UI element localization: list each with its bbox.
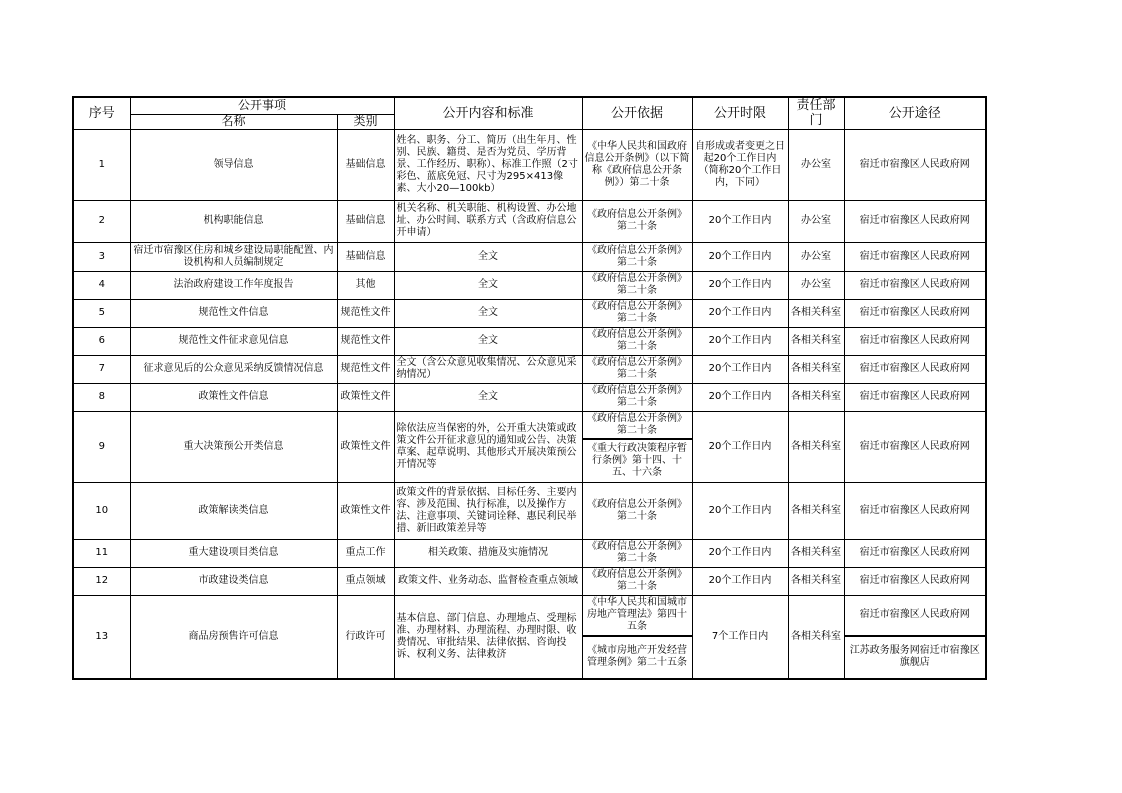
row-name: 市政建设类信息 bbox=[130, 567, 337, 595]
row-content: 基本信息、部门信息、办理地点、受理标准、办理材料、办理流程、办理时限、收费情况、审批结果、法律依据、咨询投诉、权利义务、法律救济 bbox=[394, 595, 582, 679]
row-number: 8 bbox=[73, 383, 130, 411]
row-name: 政策解读类信息 bbox=[130, 482, 337, 539]
row-number: 7 bbox=[73, 355, 130, 383]
row-channel: 宿迁市宿豫区人民政府网 bbox=[844, 271, 986, 299]
table-row bbox=[73, 271, 986, 299]
row-name: 规范性文件征求意见信息 bbox=[130, 327, 337, 355]
row-name: 宿迁市宿豫区住房和城乡建设局职能配置、内设机构和人员编制规定 bbox=[130, 242, 337, 271]
row-basis: 《政府信息公开条例》第二十条 bbox=[582, 327, 692, 355]
row-channel: 宿迁市宿豫区人民政府网 bbox=[844, 242, 986, 271]
row-department: 各相关科室 bbox=[788, 595, 844, 679]
row-channel: 宿迁市宿豫区人民政府网 bbox=[844, 327, 986, 355]
row-time-limit: 20个工作日内 bbox=[692, 482, 788, 539]
row-department: 各相关科室 bbox=[788, 327, 844, 355]
row-time-limit: 20个工作日内 bbox=[692, 539, 788, 567]
row-time-limit: 20个工作日内 bbox=[692, 411, 788, 482]
row-category: 规范性文件 bbox=[337, 355, 394, 383]
row-category: 其他 bbox=[337, 271, 394, 299]
header-seq: 序号 bbox=[73, 97, 130, 129]
row-time-limit: 20个工作日内 bbox=[692, 299, 788, 327]
row-basis bbox=[582, 411, 692, 482]
row-channel-primary: 宿迁市宿豫区人民政府网 bbox=[845, 596, 986, 637]
row-time-limit: 20个工作日内 bbox=[692, 242, 788, 271]
row-content: 全文 bbox=[394, 383, 582, 411]
row-category: 政策性文件 bbox=[337, 482, 394, 539]
row-name: 政策性文件信息 bbox=[130, 383, 337, 411]
table-row bbox=[73, 482, 986, 539]
row-basis: 《中华人民共和国政府信息公开条例》（以下简称《政府信息公开条例》）第二十条 bbox=[582, 129, 692, 200]
table-row bbox=[73, 200, 986, 242]
row-department: 各相关科室 bbox=[788, 383, 844, 411]
row-basis bbox=[582, 595, 692, 679]
row-basis: 《政府信息公开条例》第二十条 bbox=[582, 539, 692, 567]
row-basis: 《政府信息公开条例》第二十条 bbox=[582, 271, 692, 299]
row-basis: 《政府信息公开条例》第二十条 bbox=[582, 567, 692, 595]
row-basis-primary: 《政府信息公开条例》第二十条 bbox=[583, 412, 692, 440]
row-time-limit: 20个工作日内 bbox=[692, 383, 788, 411]
row-number: 12 bbox=[73, 567, 130, 595]
row-content: 政策文件、业务动态、监督检查重点领域 bbox=[394, 567, 582, 595]
row-channel: 宿迁市宿豫区人民政府网 bbox=[844, 200, 986, 242]
row-department: 各相关科室 bbox=[788, 355, 844, 383]
row-number: 10 bbox=[73, 482, 130, 539]
row-number: 11 bbox=[73, 539, 130, 567]
row-channel-secondary: 江苏政务服务网宿迁市宿豫区旗舰店 bbox=[849, 645, 980, 668]
row-name: 领导信息 bbox=[130, 129, 337, 200]
row-channel: 宿迁市宿豫区人民政府网 bbox=[844, 539, 986, 567]
row-channel: 宿迁市宿豫区人民政府网 bbox=[844, 411, 986, 482]
row-basis: 《政府信息公开条例》第二十条 bbox=[582, 299, 692, 327]
table-row bbox=[73, 567, 986, 595]
row-department: 各相关科室 bbox=[788, 299, 844, 327]
row-name: 重大决策预公开类信息 bbox=[130, 411, 337, 482]
row-basis: 《政府信息公开条例》第二十条 bbox=[582, 355, 692, 383]
header-basis: 公开依据 bbox=[582, 97, 692, 129]
table-row bbox=[73, 242, 986, 271]
row-basis-secondary: 《城市房地产开发经营管理条例》第二十五条 bbox=[587, 645, 688, 668]
row-name: 征求意见后的公众意见采纳反馈情况信息 bbox=[130, 355, 337, 383]
row-time-limit: 20个工作日内 bbox=[692, 200, 788, 242]
table-row bbox=[73, 595, 986, 679]
row-name: 法治政府建设工作年度报告 bbox=[130, 271, 337, 299]
row-department: 办公室 bbox=[788, 271, 844, 299]
row-category: 规范性文件 bbox=[337, 299, 394, 327]
row-channel: 宿迁市宿豫区人民政府网 bbox=[844, 567, 986, 595]
row-department: 办公室 bbox=[788, 200, 844, 242]
row-name: 重大建设项目类信息 bbox=[130, 539, 337, 567]
header-category: 类别 bbox=[337, 114, 394, 129]
row-number: 9 bbox=[73, 411, 130, 482]
row-basis-secondary: 《重大行政决策程序暂行条例》第十四、十五、十六条 bbox=[587, 442, 688, 478]
row-time-limit: 7个工作日内 bbox=[692, 595, 788, 679]
row-category: 行政许可 bbox=[337, 595, 394, 679]
row-basis: 《政府信息公开条例》第二十条 bbox=[582, 482, 692, 539]
header-time-limit: 公开时限 bbox=[692, 97, 788, 129]
row-department: 办公室 bbox=[788, 129, 844, 200]
row-category: 政策性文件 bbox=[337, 411, 394, 482]
header-row-1 bbox=[73, 97, 986, 114]
table-row bbox=[73, 383, 986, 411]
row-time-limit: 20个工作日内 bbox=[692, 271, 788, 299]
row-name: 商品房预售许可信息 bbox=[130, 595, 337, 679]
row-content: 全文 bbox=[394, 327, 582, 355]
row-time-limit: 20个工作日内 bbox=[692, 567, 788, 595]
row-channel: 宿迁市宿豫区人民政府网 bbox=[844, 383, 986, 411]
row-name: 规范性文件信息 bbox=[130, 299, 337, 327]
row-channel: 宿迁市宿豫区人民政府网 bbox=[844, 299, 986, 327]
row-time-limit: 20个工作日内 bbox=[692, 327, 788, 355]
row-category: 重点工作 bbox=[337, 539, 394, 567]
header-channel: 公开途径 bbox=[844, 97, 986, 129]
row-channel: 宿迁市宿豫区人民政府网 bbox=[844, 482, 986, 539]
row-category: 基础信息 bbox=[337, 200, 394, 242]
row-department: 各相关科室 bbox=[788, 539, 844, 567]
header-name: 名称 bbox=[130, 114, 337, 129]
row-content: 全文（含公众意见收集情况、公众意见采纳情况） bbox=[394, 355, 582, 383]
table-row bbox=[73, 411, 986, 482]
row-content: 机关名称、机关职能、机构设置、办公地址、办公时间、联系方式（含政府信息公开申请） bbox=[394, 200, 582, 242]
row-name: 机构职能信息 bbox=[130, 200, 337, 242]
header-content: 公开内容和标准 bbox=[394, 97, 582, 129]
row-category: 重点领域 bbox=[337, 567, 394, 595]
row-content: 姓名、职务、分工、简历（出生年月、性别、民族、籍贯、是否为党员、学历背景、工作经历、职称）、标准工作照（2寸彩色、蓝底免冠、尺寸为295×413像素、大小20—100kb） bbox=[394, 129, 582, 200]
row-content: 全文 bbox=[394, 299, 582, 327]
table-row bbox=[73, 299, 986, 327]
row-content: 全文 bbox=[394, 242, 582, 271]
row-time-limit: 自形成或者变更之日起20个工作日内（简称20个工作日内，下同） bbox=[692, 129, 788, 200]
header-item-group: 公开事项 bbox=[130, 97, 394, 114]
row-channel: 宿迁市宿豫区人民政府网 bbox=[844, 355, 986, 383]
row-number: 1 bbox=[73, 129, 130, 200]
row-content: 政策文件的背景依据、目标任务、主要内容、涉及范围、执行标准，以及操作方法、注意事项、关键词诠释、惠民利民举措、新旧政策差异等 bbox=[394, 482, 582, 539]
row-number: 5 bbox=[73, 299, 130, 327]
row-time-limit: 20个工作日内 bbox=[692, 355, 788, 383]
row-number: 6 bbox=[73, 327, 130, 355]
row-department: 各相关科室 bbox=[788, 411, 844, 482]
row-category: 基础信息 bbox=[337, 129, 394, 200]
row-category: 规范性文件 bbox=[337, 327, 394, 355]
row-basis: 《政府信息公开条例》第二十条 bbox=[582, 200, 692, 242]
row-number: 3 bbox=[73, 242, 130, 271]
row-department: 各相关科室 bbox=[788, 567, 844, 595]
row-content: 除依法应当保密的外，公开重大决策或政策文件公开征求意见的通知或公告、决策草案、起草说明、其他形式开展决策预公开情况等 bbox=[394, 411, 582, 482]
table-row bbox=[73, 355, 986, 383]
row-channel bbox=[844, 595, 986, 679]
row-number: 2 bbox=[73, 200, 130, 242]
row-department: 办公室 bbox=[788, 242, 844, 271]
row-channel: 宿迁市宿豫区人民政府网 bbox=[844, 129, 986, 200]
row-number: 13 bbox=[73, 595, 130, 679]
header-department: 责任部门 bbox=[788, 97, 844, 129]
row-category: 政策性文件 bbox=[337, 383, 394, 411]
row-category: 基础信息 bbox=[337, 242, 394, 271]
row-number: 4 bbox=[73, 271, 130, 299]
table-row bbox=[73, 129, 986, 200]
row-basis: 《政府信息公开条例》第二十条 bbox=[582, 242, 692, 271]
row-basis-primary: 《中华人民共和国城市房地产管理法》第四十五条 bbox=[583, 596, 692, 637]
table-row bbox=[73, 327, 986, 355]
row-basis: 《政府信息公开条例》第二十条 bbox=[582, 383, 692, 411]
row-department: 各相关科室 bbox=[788, 482, 844, 539]
row-content: 相关政策、措施及实施情况 bbox=[394, 539, 582, 567]
table-row bbox=[73, 539, 986, 567]
row-content: 全文 bbox=[394, 271, 582, 299]
disclosure-table bbox=[72, 96, 987, 680]
